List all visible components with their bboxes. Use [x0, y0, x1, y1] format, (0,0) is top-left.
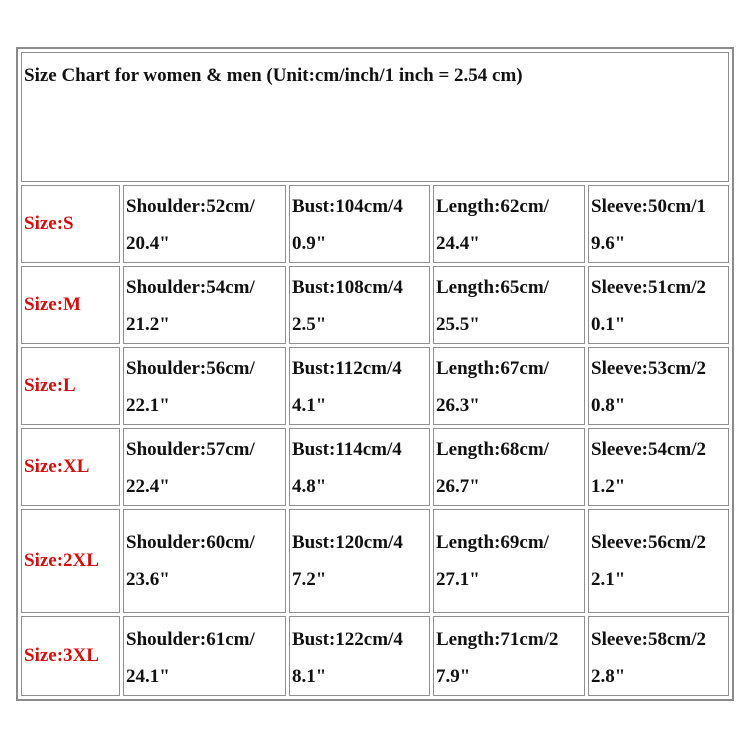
shoulder-cm: Shoulder:60cm/: [126, 532, 255, 553]
shoulder-inch: 22.1": [126, 395, 170, 416]
length-inch: 26.3": [436, 395, 480, 416]
bust-cell: [289, 185, 430, 263]
sleeve-cm: Sleeve:50cm/1: [591, 196, 707, 217]
sleeve-cell: [588, 616, 729, 696]
size-label: Size:2XL: [21, 509, 120, 613]
shoulder-cm: Shoulder:52cm/: [126, 196, 255, 217]
bust-cm: Bust:104cm/4: [292, 196, 403, 217]
length-inch: 7.9": [436, 666, 471, 687]
size-chart-table: [16, 47, 734, 701]
bust-inch: 4.8": [292, 476, 327, 497]
chart-title: Size Chart for women & men (Unit:cm/inch/1 inch = 2.54 cm): [21, 52, 729, 182]
shoulder-cm: Shoulder:61cm/: [126, 629, 255, 650]
length-cell: [433, 616, 585, 696]
bust-cm: Bust:122cm/4: [292, 629, 403, 650]
table-row: [21, 509, 729, 613]
table-row: [21, 347, 729, 425]
bust-cell: [289, 616, 430, 696]
sleeve-cm: Sleeve:58cm/2: [591, 629, 707, 650]
table-row: [21, 266, 729, 344]
title-row: [21, 52, 729, 182]
length-cell: [433, 185, 585, 263]
shoulder-inch: 24.1": [126, 666, 170, 687]
length-inch: 25.5": [436, 314, 480, 335]
length-cm: Length:62cm/: [436, 196, 549, 217]
bust-inch: 8.1": [292, 666, 327, 687]
bust-cm: Bust:112cm/4: [292, 358, 402, 379]
bust-inch: 2.5": [292, 314, 327, 335]
size-label: Size:M: [21, 266, 120, 344]
shoulder-cm: Shoulder:57cm/: [126, 439, 255, 460]
bust-cell: [289, 266, 430, 344]
bust-cell: [289, 428, 430, 506]
sleeve-inch: 1.2": [591, 476, 626, 497]
length-cm: Length:68cm/: [436, 439, 549, 460]
length-inch: 26.7": [436, 476, 480, 497]
sleeve-inch: 2.8": [591, 666, 626, 687]
bust-cm: Bust:120cm/4: [292, 532, 403, 553]
shoulder-inch: 22.4": [126, 476, 170, 497]
sleeve-cell: [588, 347, 729, 425]
shoulder-inch: 20.4": [126, 233, 170, 254]
sleeve-cell: [588, 185, 729, 263]
length-inch: 24.4": [436, 233, 480, 254]
shoulder-cm: Shoulder:56cm/: [126, 358, 255, 379]
bust-inch: 7.2": [292, 569, 327, 590]
size-label: Size:3XL: [21, 616, 120, 696]
size-label: Size:S: [21, 185, 120, 263]
length-cm: Length:71cm/2: [436, 629, 559, 650]
shoulder-cell: [123, 509, 286, 613]
shoulder-cm: Shoulder:54cm/: [126, 277, 255, 298]
table-row: [21, 185, 729, 263]
bust-inch: 4.1": [292, 395, 327, 416]
shoulder-cell: [123, 185, 286, 263]
length-cell: [433, 347, 585, 425]
bust-cell: [289, 509, 430, 613]
sleeve-cell: [588, 266, 729, 344]
length-cell: [433, 509, 585, 613]
length-cell: [433, 266, 585, 344]
sleeve-cm: Sleeve:56cm/2: [591, 532, 707, 553]
sleeve-cell: [588, 428, 729, 506]
bust-cell: [289, 347, 430, 425]
shoulder-cell: [123, 428, 286, 506]
bust-cm: Bust:108cm/4: [292, 277, 403, 298]
length-cm: Length:65cm/: [436, 277, 549, 298]
sleeve-cell: [588, 509, 729, 613]
shoulder-cell: [123, 266, 286, 344]
length-inch: 27.1": [436, 569, 480, 590]
sleeve-cm: Sleeve:51cm/2: [591, 277, 707, 298]
sleeve-inch: 0.1": [591, 314, 626, 335]
bust-cm: Bust:114cm/4: [292, 439, 402, 460]
sleeve-inch: 0.8": [591, 395, 626, 416]
size-label: Size:L: [21, 347, 120, 425]
sleeve-cm: Sleeve:54cm/2: [591, 439, 707, 460]
bust-inch: 0.9": [292, 233, 327, 254]
shoulder-inch: 23.6": [126, 569, 170, 590]
length-cm: Length:69cm/: [436, 532, 549, 553]
length-cell: [433, 428, 585, 506]
table-row: [21, 428, 729, 506]
sleeve-inch: 9.6": [591, 233, 626, 254]
sleeve-inch: 2.1": [591, 569, 626, 590]
shoulder-cell: [123, 616, 286, 696]
shoulder-inch: 21.2": [126, 314, 170, 335]
shoulder-cell: [123, 347, 286, 425]
size-label: Size:XL: [21, 428, 120, 506]
length-cm: Length:67cm/: [436, 358, 549, 379]
table-row: [21, 616, 729, 696]
sleeve-cm: Sleeve:53cm/2: [591, 358, 707, 379]
